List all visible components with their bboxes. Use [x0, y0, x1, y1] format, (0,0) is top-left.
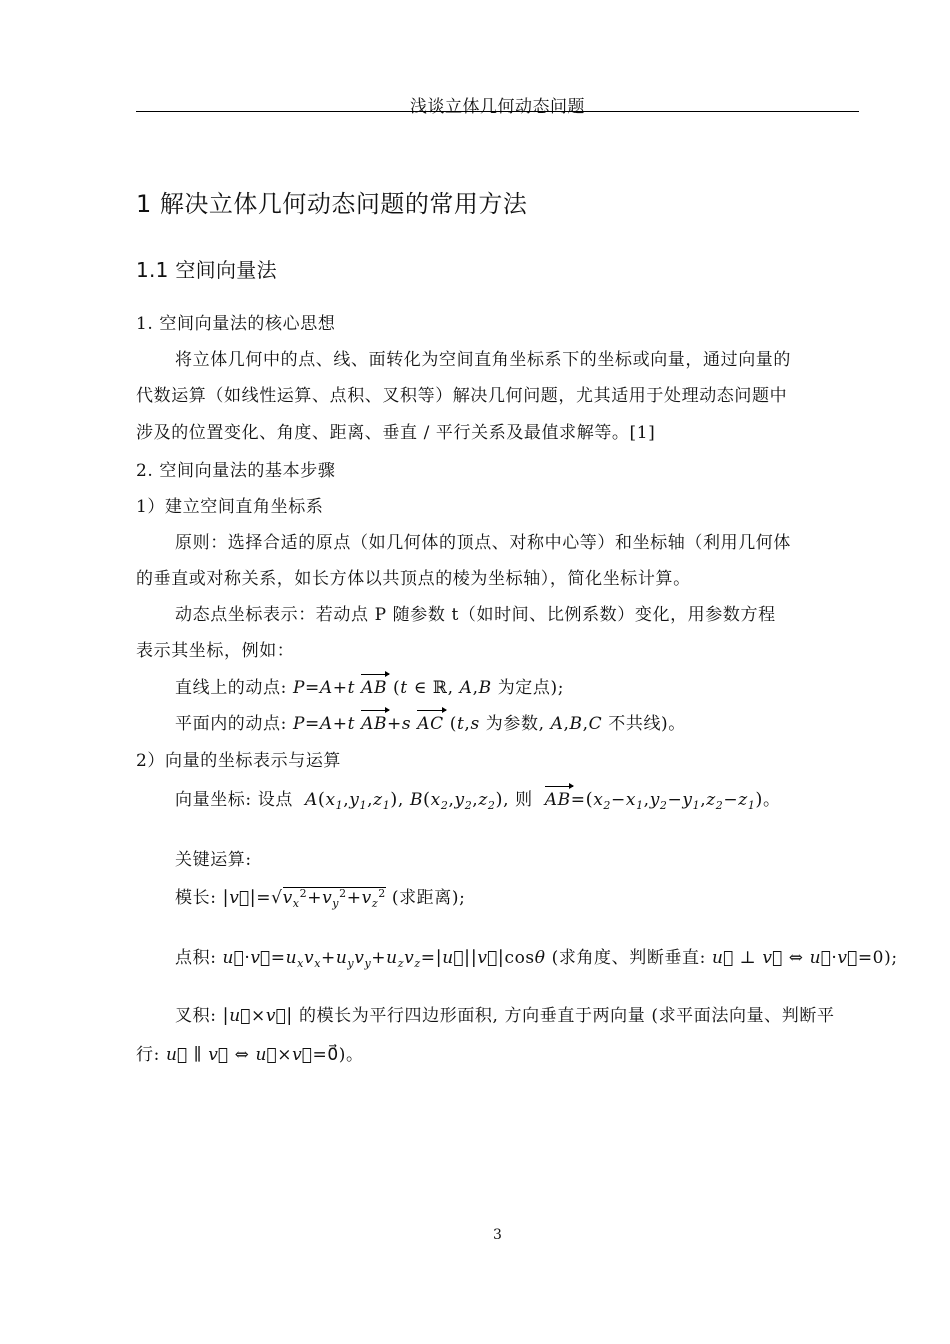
cross-product-line2: 行: u⃗ ∥ v⃗ ⇔ u⃗×v⃗=0⃗)。: [136, 1045, 364, 1065]
modulus-label: 模长:: [175, 888, 217, 908]
vector-coords-formula: 向量坐标: 设点 $A(x_1,y_1,z_1)$, $B(x_2,y_2,z_2)$, 则 $AB=(x_2-x_1,y_2-y_1,z_2-z_1)$。: [175, 789, 781, 812]
p2-line1: 原则：选择合适的原点（如几何体的顶点、对称中心等）和坐标轴（利用几何体: [175, 533, 791, 553]
plane-point-formula: 平面内的动点: P=A+t AB+s AC (t,s 为参数, A,B,C 不共线)。: [175, 714, 686, 734]
dot-note: (求角度、判断垂直:: [551, 948, 706, 968]
line-point-note: 为定点);: [497, 678, 565, 698]
plane-point-label: 平面内的动点:: [175, 714, 287, 734]
coord-label: 向量坐标: 设点: [175, 790, 293, 810]
section-title: 1.1 空间向量法: [136, 258, 277, 282]
plane-point-note-b: 不共线)。: [608, 714, 686, 734]
header-rule: [136, 111, 859, 112]
p1-line2: 代数运算（如线性运算、点积、叉积等）解决几何问题，尤其适用于处理动态问题中: [136, 386, 788, 406]
dot-product-formula: 点积: $u⃗\cdot v⃗=u_xv_x+u_yv_y+u_zv_z=|u⃗||v⃗|\cos\theta$ (求角度、判断垂直: u⃗ ⊥ v⃗ ⇔ u⃗·v⃗=0);: [175, 947, 898, 970]
p1-line3: 涉及的位置变化、角度、距离、垂直 / 平行关系及最值求解等。[1]: [136, 423, 656, 443]
chapter-title: 1 解决立体几何动态问题的常用方法: [136, 190, 528, 218]
modulus-formula: 模长: $|v⃗|=√v_x^2+v_y^2+v_z^2$ (求距离);: [175, 887, 466, 910]
cross-note-line1: 的模长为平行四边形面积, 方向垂直于两向量 (求平面法向量、判断平: [298, 1006, 835, 1026]
p3-line1: 动态点坐标表示：若动点 P 随参数 t（如时间、比例系数）变化，用参数方程: [175, 605, 776, 625]
cross-label: 叉积:: [175, 1006, 217, 1026]
running-header: 浅谈立体几何动态问题: [410, 97, 585, 117]
page-number: 3: [493, 1227, 502, 1243]
step2-heading: 2）向量的坐标表示与运算: [136, 751, 342, 771]
plane-point-note-a: 为参数,: [485, 714, 545, 734]
item2-heading: 2. 空间向量法的基本步骤: [136, 461, 336, 481]
coord-then: 则: [515, 790, 533, 810]
cross-note-line2: 行:: [136, 1045, 160, 1065]
modulus-note: (求距离);: [391, 888, 466, 908]
key-ops-label: 关键运算:: [175, 850, 252, 870]
item1-heading: 1. 空间向量法的核心思想: [136, 314, 336, 334]
p2-line2: 的垂直或对称关系，如长方体以共顶点的棱为坐标轴），简化坐标计算。: [136, 569, 691, 589]
dot-label: 点积:: [175, 948, 217, 968]
cross-product-line1: 叉积: |u⃗×v⃗| 的模长为平行四边形面积, 方向垂直于两向量 (求平面法向量、判断平: [175, 1005, 835, 1026]
line-point-formula: 直线上的动点: P=A+t AB (t ∈ ℝ, A,B 为定点);: [175, 678, 565, 698]
line-point-label: 直线上的动点:: [175, 678, 287, 698]
p1-line1: 将立体几何中的点、线、面转化为空间直角坐标系下的坐标或向量，通过向量的: [175, 350, 791, 370]
p3-line2: 表示其坐标，例如：: [136, 641, 295, 661]
step1-heading: 1）建立空间直角坐标系: [136, 497, 324, 517]
